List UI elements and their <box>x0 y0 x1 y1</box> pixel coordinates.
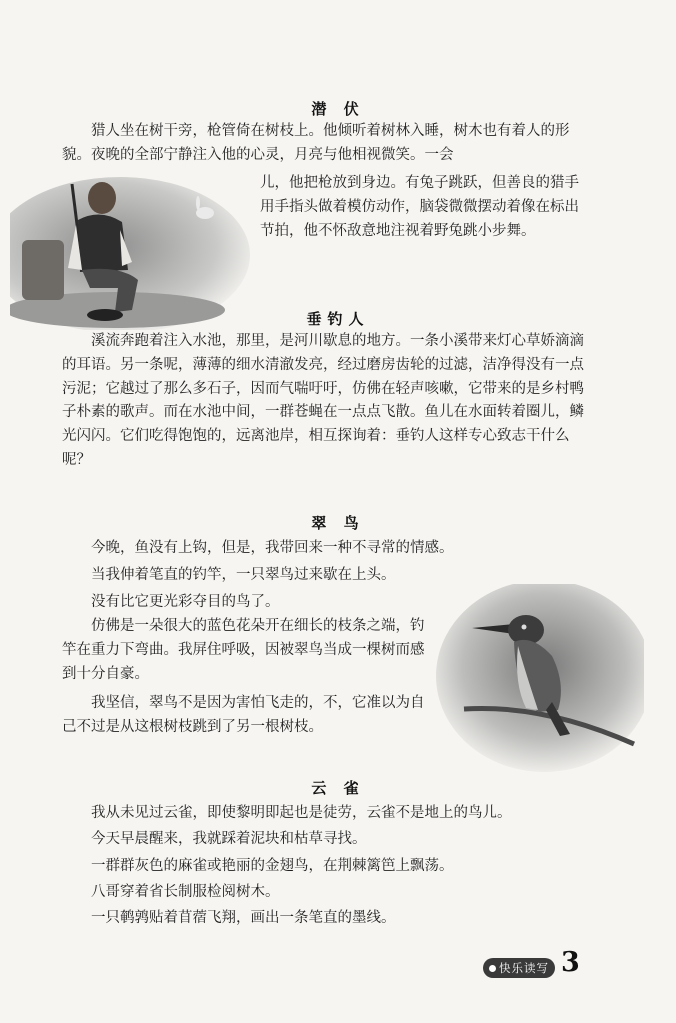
section-title-kingfisher: 翠 鸟 <box>311 514 365 532</box>
hunter-illustration <box>10 170 255 330</box>
section-title-lark: 云 雀 <box>311 779 365 797</box>
lark-line-5: 一只鹌鹑贴着苜蓿飞翔，画出一条笔直的墨线。 <box>91 910 396 926</box>
kingfisher-line-3: 没有比它更光彩夺目的鸟了。 <box>91 594 280 610</box>
section-title-ambush: 潜 伏 <box>311 100 365 118</box>
kingfisher-paragraph-4: 仿佛是一朵很大的蓝色花朵开在细长的枝条之端，钓竿在重力下弯曲。我屏住呼吸，因被翠鸟当成一棵树而感到十分自豪。 <box>62 618 425 682</box>
kingfisher-illustration <box>434 584 644 774</box>
lark-line-3: 一群群灰色的麻雀或艳丽的金翅鸟，在荆棘篱笆上飘荡。 <box>91 858 454 874</box>
kingfisher-line-2: 当我伸着笔直的钓竿，一只翠鸟过来歇在上头。 <box>91 567 396 583</box>
badge-dot-icon <box>489 965 496 972</box>
kingfisher-paragraph-5: 我坚信，翠鸟不是因为害怕飞走的，不，它准以为自己不过是从这根树枝跳到了另一根树枝。 <box>62 695 425 735</box>
ambush-paragraph-2: 儿，他把枪放到身边。有兔子跳跃，但善良的猎手用手指头做着模仿动作，脑袋微微摆动着像在标出节拍，他不怀敌意地注视着野兔跳小步舞。 <box>260 175 579 239</box>
page-number: 3 <box>561 947 580 978</box>
section-title-angler: 垂钓人 <box>306 310 370 328</box>
kingfisher-line-1: 今晚，鱼没有上钩，但是，我带回来一种不寻常的情感。 <box>91 540 454 556</box>
ambush-paragraph-1: 猎人坐在树干旁，枪管倚在树枝上。他倾听着树林入睡，树木也有着人的形貌。夜晚的全部宁静注入他的心灵，月亮与他相视微笑。一会 <box>62 123 570 163</box>
angler-paragraph: 溪流奔跑着注入水池，那里，是河川歇息的地方。一条小溪带来灯心草娇滴滴的耳语。另一条呢，薄薄的细水清澈发亮，经过磨房齿轮的过滤，洁净得没有一点污泥；它越过了那么多石子，因而气喘吁吁，仿佛在轻声咳嗽，它带来的是乡村鸭子朴素的歌声。而在水池中间，一群苍蝇在一点点飞散。鱼儿在水面转着圈儿，鳞光闪闪。它们吃得饱饱的，远离池岸，相互探询着：垂钓人这样专心致志干什么呢？ <box>62 333 584 468</box>
lark-line-1: 我从未见过云雀，即使黎明即起也是徒劳，云雀不是地上的鸟儿。 <box>91 805 512 821</box>
series-badge-label: 快乐读写 <box>499 961 549 975</box>
lark-line-2: 今天早晨醒来，我就踩着泥块和枯草寻找。 <box>91 831 367 847</box>
series-badge <box>483 958 555 978</box>
lark-line-4: 八哥穿着省长制服检阅树木。 <box>91 884 280 900</box>
